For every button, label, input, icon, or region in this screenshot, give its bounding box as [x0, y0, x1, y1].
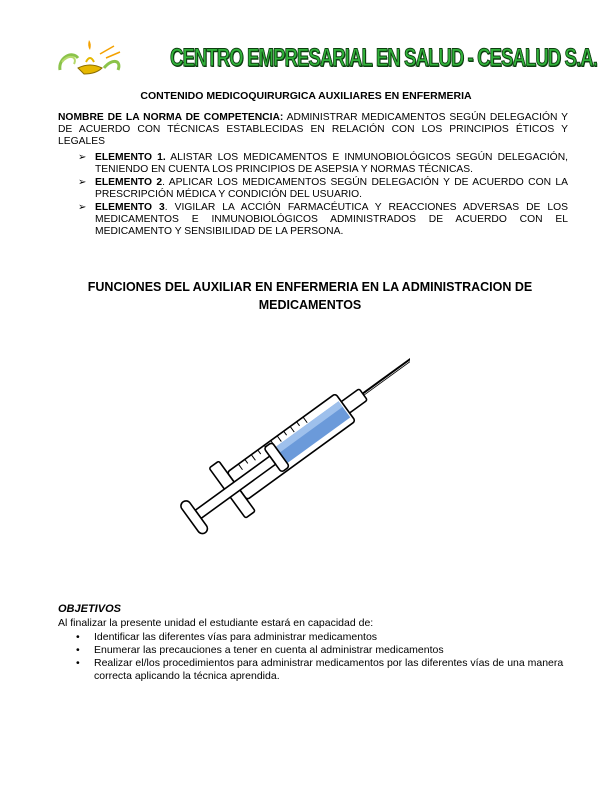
- bullet-icon: •: [76, 631, 80, 643]
- cesalud-logo: [56, 40, 124, 80]
- objetivo-item: [58, 657, 570, 683]
- competencia-text: ADMINISTRAR MEDICAMENTOS SEGÚN DELEGACIÓN Y DE ACUERDO CON TÉCNICAS ESTABLECIDAS EN RELACIÓN CON LOS PRINCIPIOS ÉTICOS Y LEGALES: [58, 112, 568, 147]
- competencia-label: NOMBRE DE LA NORMA DE COMPETENCIA:: [58, 112, 284, 123]
- brand-title: CENTRO EMPRESARIAL EN SALUD - CESALUD S.A.: [170, 44, 597, 72]
- elemento-text: . VIGILAR LA ACCIÓN FARMACÉUTICA Y REACCIONES ADVERSAS DE LOS MEDICAMENTOS E INMUNOBIOLÓGICOS ADMINISTRADOS DE ACUERDO CON EL MEDICAMENTO Y SENSIBILIDAD DE LA PERSONA.: [95, 202, 568, 237]
- elemento-text: . APLICAR LOS MEDICAMENTOS SEGÚN DELEGACIÓN Y DE ACUERDO CON LA PRESCRIPCIÓN MÉDICA Y CONDICIÓN DEL USUARIO.: [95, 177, 569, 200]
- objetivos-intro: Al finalizar la presente unidad el estudiante estará en capacidad de:: [58, 617, 374, 629]
- elemento-label: ELEMENTO 2: [95, 177, 163, 188]
- section-title: FUNCIONES DEL AUXILIAR EN ENFERMERIA EN LA ADMINISTRACION DE MEDICAMENTOS: [87, 280, 533, 312]
- objetivo-text: Identificar las diferentes vías para administrar medicamentos: [94, 631, 378, 643]
- objetivos-list: [58, 631, 570, 683]
- elemento-text: ALISTAR LOS MEDICAMENTOS E INMUNOBIOLÓGICOS SEGÚN DELEGACIÓN, TENIENDO EN CUENTA LOS PRINCIPIOS DE ASEPSIA Y NORMAS TÉCNICAS.: [95, 152, 568, 175]
- competencia-paragraph: [58, 112, 568, 148]
- elemento-label: ELEMENTO 1.: [95, 152, 166, 163]
- document-subtitle: CONTENIDO MEDICOQUIRURGICA AUXILIARES EN ENFERMERIA: [140, 90, 472, 102]
- arrow-bullet-icon: ➢: [78, 177, 87, 188]
- objetivos-title: OBJETIVOS: [58, 603, 121, 615]
- bullet-icon: •: [76, 644, 80, 656]
- elemento-item: [78, 202, 568, 238]
- objetivo-item: [58, 631, 570, 644]
- elementos-list: [78, 152, 568, 239]
- arrow-bullet-icon: ➢: [78, 152, 87, 163]
- bullet-icon: •: [76, 657, 80, 669]
- elemento-item: [78, 177, 568, 201]
- objetivo-text: Realizar el/los procedimientos para administrar medicamentos por las diferentes vías de una manera correcta aplicando la técnica aprendida.: [94, 657, 564, 682]
- objetivo-item: [58, 644, 570, 657]
- syringe-illustration: [160, 355, 410, 545]
- objetivo-text: Enumerar las precauciones a tener en cuenta al administrar medicamentos: [94, 644, 444, 656]
- arrow-bullet-icon: ➢: [78, 202, 87, 213]
- elemento-label: ELEMENTO 3: [95, 202, 165, 213]
- elemento-item: [78, 152, 568, 176]
